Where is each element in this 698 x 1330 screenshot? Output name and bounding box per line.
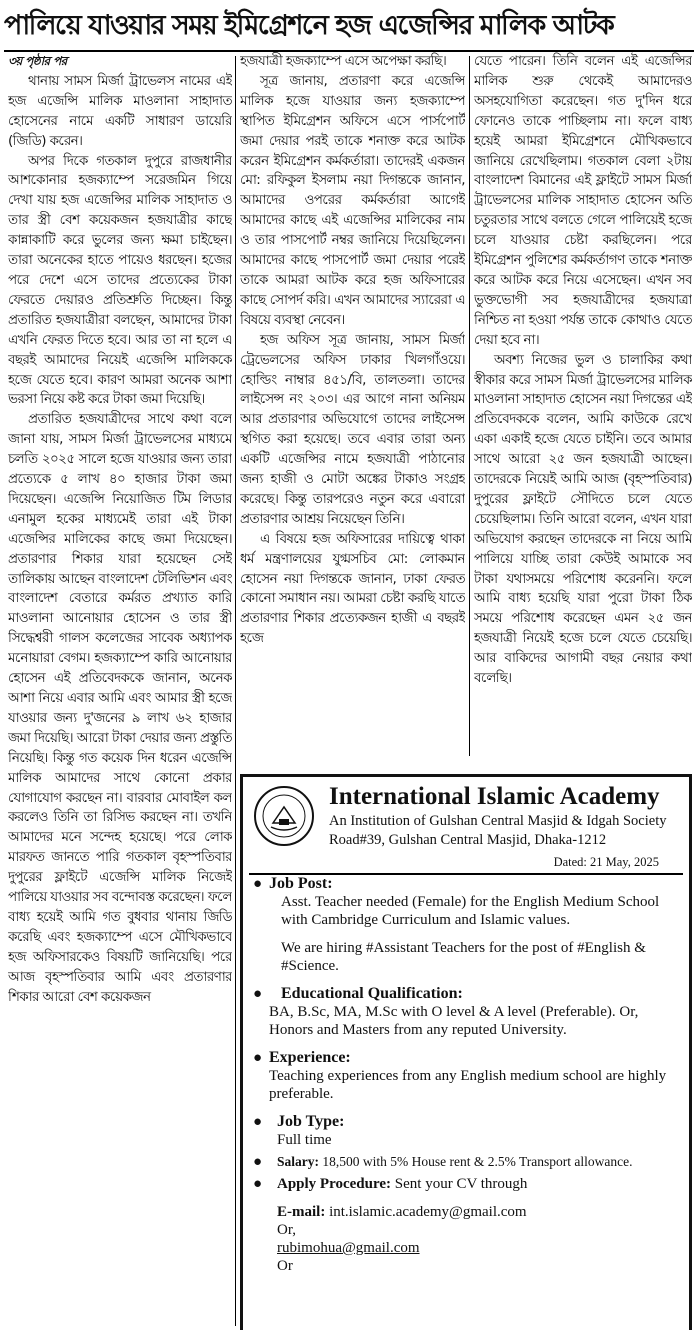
bullet-icon: ● — [253, 1050, 263, 1066]
job-post-section — [253, 875, 685, 893]
salary-section — [253, 1153, 685, 1171]
ad-body — [253, 875, 685, 1275]
bullet-icon: ● — [253, 1154, 263, 1170]
experience-section — [253, 1049, 685, 1067]
qualification-section — [253, 985, 685, 1003]
ad-address: Road#39, Gulshan Central Masjid, Dhaka-1212 — [329, 832, 607, 848]
headline: পালিয়ে যাওয়ার সময় ইমিগ্রেশনে হজ এজেন্সির মালিক আটক — [4, 10, 614, 41]
bullet-icon: ● — [253, 1114, 263, 1130]
bullet-icon: ● — [253, 986, 263, 1002]
column-divider — [469, 56, 470, 756]
job-post-label: Job Post: — [269, 875, 333, 892]
or-text: Or, — [277, 1222, 296, 1238]
experience-label: Experience: — [269, 1049, 351, 1066]
paragraph: এ বিষয়ে হজ অফিসারের দায়িত্বে থাকা ধর্ম মন্ত্রণালয়ের যুগ্মসচিব মো: লোকমান হোসেন নয়া দিগন্তকে জানান, ঢাকা ফেরত কোনো সমাধান নয়। আমরা চেষ্টা করছি যাতে প্রতারণার শিকার প্রত্যেকজন হাজী এ বছরই হজে — [240, 530, 465, 647]
paragraph: থানায় সামস মির্জা ট্রাভেলস নামের এই হজ এজেন্সি মালিক মাওলানা সাহাদাত হোসেনের নামে একটি সাধারণ ডায়েরি (জিডি) করেন। — [8, 72, 232, 149]
paragraph: প্রতারিত হজযাত্রীদের সাথে কথা বলে জানা যায়, সামস মির্জা ট্রাভেলসের মাধ্যমে চলতি ২০২৫ সালে হজে যাওয়ার জন্য তারা প্রত্যেকে ৫ লাখ ৪০ হাজার টাকা জমা দিয়েছেন। এজেন্সি নিয়োজিত টিম লিডার এনামুল হকের মাধ্যমেই তারা এই টাকা এজেন্সির মালিকের কাছে জমা দিয়েছেন। প্রতারণার শিকার যারা হয়েছেন সেই তালিকায় আছেন বাংলাদেশ টেলিভিশন এবং বাংলাদেশ বেতারে কর্মরত প্রখ্যাত কারি মাওলানা আনোয়ার হোসেন ও তার স্ত্রী সিদ্ধেশ্বরী গালস কলেজের সাবেক অধ্যাপক মনোয়ারা বেগম। হজক্যাম্পে কারি আনোয়ার হোসেন এই প্রতিবেদককে জানান, অনেক আশা নিয়ে এবার আমি এবং আমার স্ত্রী হজে যাওয়ার জন্য দু'জনের ৯ লাখ ৬২ হাজার জমা দিয়েছি। আরো টাকা দেয়ার জন্য প্রস্তুতি নিয়েছি। কিন্তু গত কয়েক দিন ধরেন এজেন্সি মালিক আমাদের সাথে কোনো প্রকার যোগাযোগ করছেন না। বারবার মোবাইল কল করলেও তিনি তা রিসিভ করছেন না। তখনি আমাদের মনে সন্দেহ হয়েছে। পরে লোক মারফত জানতে পারি গতকাল বৃহস্পতিবার দুপুরের ফ্লাইটে এজেন্সি মালিক নিজেই পালিয়ে যাওয়ার সব বন্দোবস্ত করেছেন। ফলে বাধ্য হয়েই আমি গত বুধবার থানায় জিডি করেছি এবং হজক্যাম্পে এসে মৌখিকভাবে হজ অফিসারকেও বিষয়টি জানিয়েছি। পরে আজ বৃহস্পতিবার আমি এবং প্রতারণার শিকার আরো বেশ কয়েকজন — [8, 411, 232, 1005]
paragraph: যেতে পারেন। তিনি বলেন এই এজেন্সির মালিক শুরু থেকেই আমাদেরও অসহযোগিতা করেছেন। গত দু'দিন ধরে ফোনেও তাকে পাচ্ছিলাম না। ফলে বাধ্য হয়েই আমরা ইমিগ্রেশনে মৌখিকভাবে জানিয়ে রেখেছিলাম। গতকাল বেলা ২টায় বাংলাদেশ বিমানের এই ফ্লাইটে সামস মির্জা ট্রাভেলসের মালিক সাহাদাত হোসেন অতি চতুরতার সাথে বলতে গেলে পালিয়েই হজে চলে যাওয়ার চেষ্টা করছিলেন। পরে ইমিগ্রেশন পুলিশের কর্মকর্তাগণ তাকে শনাক্ত করে আটক করে নিয়ে এসেছেন। এখন সব ভুক্তভোগী সব হজযাত্রীদের হজযাত্রা নিশ্চিত না হওয়া পর্যন্ত তাকে কোথাও যেতে দেয়া হবে না। — [474, 53, 692, 348]
email-primary[interactable]: int.islamic.academy@gmail.com — [329, 1204, 527, 1220]
job-post-text: Asst. Teacher needed (Female) for the English Medium School with Cambridge Curriculum and Islamic values. — [281, 894, 660, 928]
ad-date: Dated: 21 May, 2025 — [553, 855, 659, 869]
job-type-label: Job Type: — [277, 1113, 345, 1130]
apply-label: Apply Procedure: — [277, 1176, 392, 1192]
paragraph: অবশ্য নিজের ভুল ও চালাকির কথা স্বীকার করে সামস মির্জা ট্রাভেলসের মালিক মাওলানা সাহাদাত হোসেন নয়া দিগন্তের এই প্রতিবেদককে বলেন, আমি কাউকে রেখে একা একাই হজে যেতে চাইনি। তবে আমার সাথে আরো ২৫ জন হজযাত্রী আছেন। তাদেরকে নিয়েই আমি আজ (বৃহস্পতিবার) দুপুরের ফ্লাইটে সৌদিতে চলে যেতে চেয়েছিলাম। তিনি আরো বলেন, এখন যারা অভিযোগ করছেন তাদেরকে না নিয়ে আমি পালিয়ে যাচ্ছি তারা কেউই আমাকে সব টাকা যথাসময়ে পরিশোধ করেননি। ফলে আমি বাধ্য হয়েছি যারা পুরো টাকা ঠিক সময়ে পরিশোধ করেছেন এমন ২৫ জন হজযাত্রী নিয়েই হজে চলে যেতে চেয়েছি। আর বাকিদের আগামী বছর নেয়ার কথা বলেছি। — [474, 351, 692, 687]
apply-text: Sent your CV through — [394, 1176, 528, 1192]
article-column-1 — [8, 52, 232, 1328]
job-advertisement — [240, 774, 692, 1330]
email-label: E-mail: — [277, 1204, 326, 1220]
paragraph: হজ অফিস সূত্র জানায়, সামস মির্জা ট্রেভেলসের অফিস ঢাকার খিলগাঁওয়ে। হোল্ডিং নাম্বার ৪৫১/বি, তালতলা। তাদের লাইসেন্স নং ২০৩। এর আগে নানা অনিয়ম আর প্রতারণার অভিযোগে তাদের লাইসেন্স স্থগিত করা হয়েছে। তবে এবার তারা অন্য একটি এজেন্সির নামে হজযাত্রী পাঠানোর জন্য হাজী ও মোটা অঙ্কের টাকাও সংগ্রহ করেছে। কিন্তু তারপরেও নতুন করে এবারো প্রতারণার আশ্রয় নিয়েছেন তিনি। — [240, 331, 465, 527]
or-text: Or — [277, 1258, 293, 1274]
qualification-label: Educational Qualification: — [281, 985, 463, 1002]
job-type-text: Full time — [277, 1132, 332, 1148]
email-line — [277, 1203, 685, 1221]
bullet-icon: ● — [253, 1176, 263, 1192]
ad-title: International Islamic Academy — [329, 783, 660, 810]
salary-text: 18,500 with 5% House rent & 2.5% Transport allowance. — [322, 1154, 633, 1169]
email-secondary-link[interactable]: rubimohua@gmail.com — [277, 1240, 420, 1256]
ad-subtitle: An Institution of Gulshan Central Masjid & Idgah Society — [329, 813, 667, 829]
experience-text: Teaching experiences from any English medium school are highly preferable. — [269, 1068, 667, 1102]
paragraph: অপর দিকে গতকাল দুপুরে রাজধানীর আশকোনার হজক্যাম্পে সরেজমিন গিয়ে দেখা যায় হজ এজেন্সির মালিক সাহাদাত ও তার স্ত্রী বেশ কয়েকজন হজযাত্রীর কাছে কান্নাকাটি করে ভুলের জন্য ক্ষমা চাইছেন। তারা অনেকের হাতে পায়েও ধরছেন। হজের পরে দেশে এসে তাদের প্রত্যেকের টাকা ফেরতে দেয়ারও প্রতিশ্রুতি দিচ্ছেন। কিন্তু প্রতারিত হজযাত্রীরা বলছেন, আমাদের টাকা এখনি ফেরত দিতে হবে। আর তা না হলে এ বছরই আমাদের নিয়েই এজেন্সি মালিককে হজে যেতে হবে। কারণ আমরা অনেক আশা ভরসা নিয়ে কষ্ট করে টাকা জমা দিয়েছি। — [8, 152, 232, 408]
academy-logo-icon — [253, 785, 315, 847]
salary-label: Salary: — [277, 1154, 319, 1169]
apply-section — [253, 1175, 685, 1193]
qualification-text: BA, B.Sc, MA, M.Sc with O level & A level (Preferable). Or, Honors and Masters from any reputed University. — [269, 1004, 639, 1038]
bullet-icon: ● — [253, 876, 263, 892]
job-type-section — [253, 1113, 685, 1131]
paragraph: সূত্র জানায়, প্রতারণা করে এজেন্সি মালিক হজে যাওয়ার জন্য হজক্যাম্পে স্থাপিত ইমিগ্রেশন অফিসে এসে পার্সপোর্ট জমা দেয়ার পরই তাকে শনাক্ত করে আটক করেন ইমিগ্রেশন কর্মকর্তারা। তাদেরই একজন মো: রফিকুল ইসলাম নয়া দিগন্তকে জানান, আমাদের ওপরের কর্মকর্তারা আগেই আমাদের কাছে এই এজেন্সির মালিকের নাম ও তার পাসপোর্ট নম্বর জানিয়ে দিয়েছিলেন। আমাদের কাছে পাসপোর্ট জমা দেয়ার পরেই তাকে আমরা আটক করে হজ অফিসারের কাছে সোপর্দ করি। এখন আমাদের স্যারেরা এ বিষয়ে ব্যবস্থা নেবেন। — [240, 72, 465, 328]
hiring-text: We are hiring #Assistant Teachers for the post of #English & #Science. — [281, 940, 646, 974]
paragraph: হজযাত্রী হজক্যাম্পে এসে অপেক্ষা করছি। — [240, 53, 447, 69]
article-column-3 — [474, 52, 692, 764]
continuation-label: ৩য় পৃষ্ঠার পর — [8, 54, 67, 68]
article-column-2 — [240, 52, 465, 764]
column-divider — [235, 56, 236, 1326]
